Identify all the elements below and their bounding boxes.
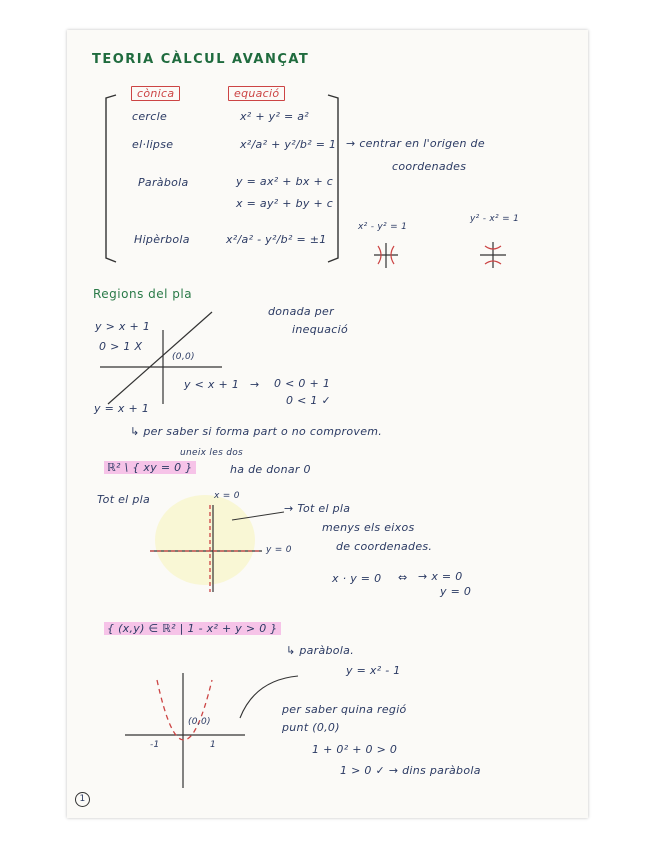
conic-eq-ellipse: x²/a² + y²/b² = 1: [240, 138, 337, 151]
set-r2-minus-axes: ℝ² \ { xy = 0 }: [104, 461, 196, 474]
ineq-less: y < x + 1: [184, 378, 240, 391]
set-note: ha de donar 0: [230, 463, 311, 476]
ineq-greater: y > x + 1: [95, 320, 151, 333]
y-axis-label: y = 0: [266, 545, 292, 555]
page-number: 1: [75, 792, 90, 807]
page-title: TEORIA CÀLCUL AVANÇAT: [92, 52, 310, 67]
conic-eq-cercle: x² + y² = a²: [240, 110, 310, 123]
implies-symbol: ⇔: [398, 571, 408, 584]
test-line-1: 0 < 0 + 1: [274, 377, 331, 390]
conic-eq-parabola-y: y = ax² + bx + c: [236, 175, 334, 188]
test-line-2: 0 < 1 ✓: [286, 394, 332, 407]
conic-eq-hiperbola: x²/a² - y²/b² = ±1: [226, 233, 327, 246]
regions-note-line2: inequació: [292, 323, 349, 336]
conic-name-parabola: Paràbola: [138, 176, 189, 189]
parabola-label: ↳ paràbola.: [286, 644, 355, 657]
tot-el-pla-label: Tot el pla: [97, 493, 150, 506]
result-y-zero: y = 0: [440, 585, 472, 598]
parabola-note-line2: punt (0,0): [282, 721, 340, 734]
calc-line-2: 1 > 0 ✓ → dins paràbola: [340, 764, 481, 777]
origin-label-regions: (0,0): [172, 352, 195, 362]
conic-eq-parabola-x: x = ay² + by + c: [236, 197, 334, 210]
conic-name-cercle: cercle: [132, 110, 168, 123]
conic-note-line1: → centrar en l'origen de: [346, 137, 485, 150]
regions-note-line1: donada per: [268, 305, 334, 318]
header-equacio: equació: [228, 86, 285, 101]
conic-note-line2: coordenades: [392, 160, 467, 173]
hyperbola-label-2: y² - x² = 1: [470, 214, 520, 224]
tick-neg-one: -1: [150, 740, 160, 750]
annot-uneix: uneix les dos: [180, 448, 244, 458]
origin-label-parabola: (0,0): [188, 717, 211, 727]
set-parabola-region: { (x,y) ∈ ℝ² | 1 - x² + y > 0 }: [104, 622, 281, 635]
conic-name-hiperbola: Hipèrbola: [134, 233, 190, 246]
conic-name-ellipse: el·lipse: [132, 138, 174, 151]
desc-line-1: → Tot el pla: [284, 502, 351, 515]
calc-line-1: 1 + 0² + 0 > 0: [312, 743, 398, 756]
parabola-eq: y = x² - 1: [346, 664, 401, 677]
desc-line-3: de coordenades.: [336, 540, 433, 553]
regions-hint: ↳ per saber si forma part o no comprovem.: [130, 425, 383, 438]
desc-line-2: menys els eixos: [322, 521, 415, 534]
check-false: 0 > 1 X: [99, 340, 143, 353]
header-conica: cònica: [131, 86, 180, 101]
regions-heading: Regions del pla: [93, 287, 193, 301]
eq-xy-zero: x · y = 0: [332, 572, 382, 585]
line-label: y = x + 1: [94, 402, 150, 415]
tick-pos-one: 1: [210, 740, 217, 750]
parabola-note-line1: per saber quina regió: [282, 703, 407, 716]
hyperbola-label-1: x² - y² = 1: [358, 222, 408, 232]
implies-arrow: →: [250, 378, 260, 391]
result-x-zero: → x = 0: [418, 570, 463, 583]
x-axis-label: x = 0: [214, 491, 240, 501]
